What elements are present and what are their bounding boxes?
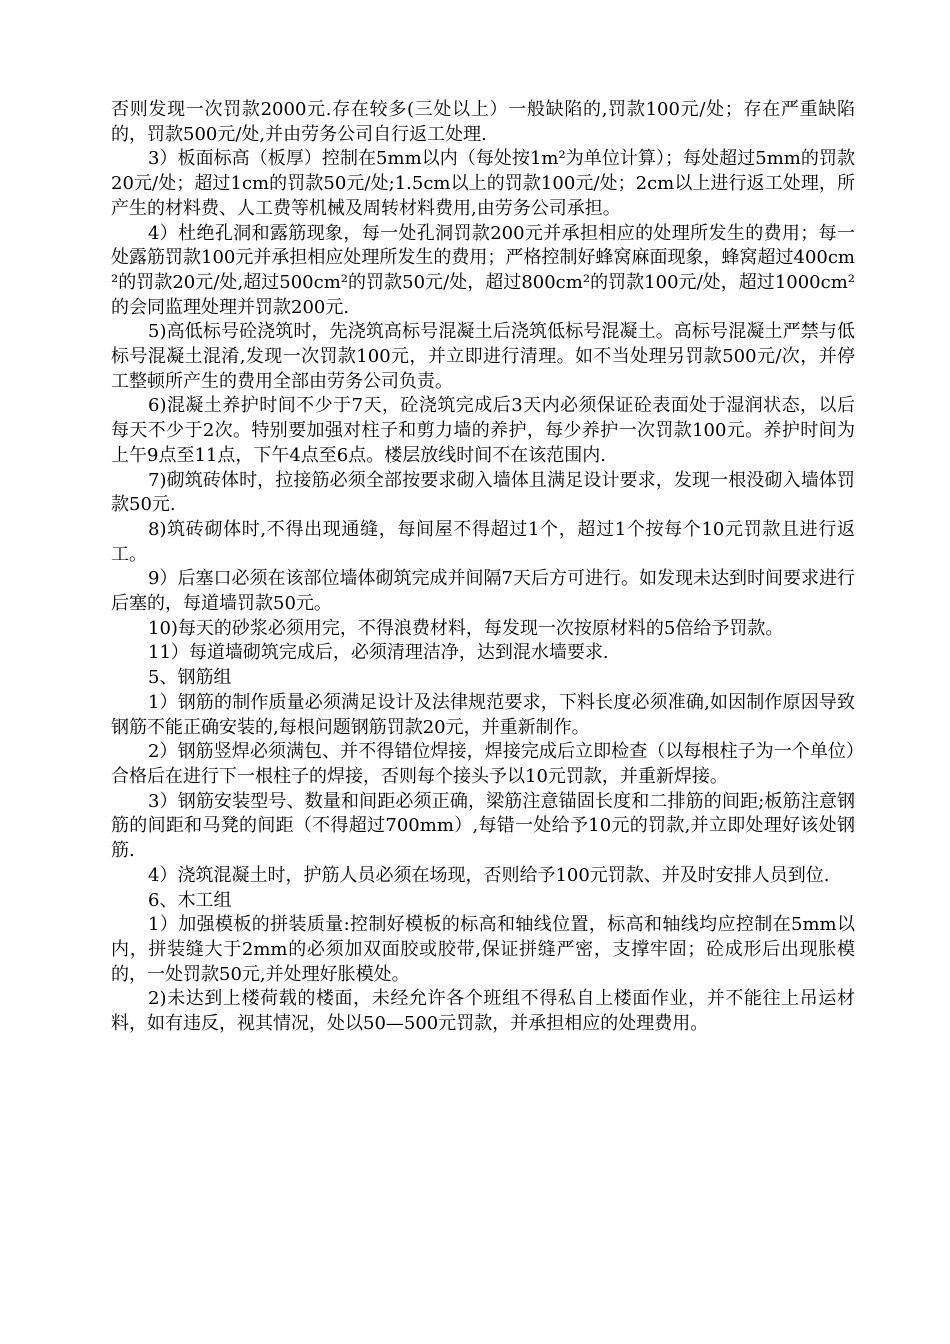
paragraph-rebar-item-4: 4）浇筑混凝土时，护筋人员必须在场现，否则给予100元罚款、并及时安排人员到位. xyxy=(148,864,830,886)
paragraph-item-6-concrete-curing: 6)混凝土养护时间不少于7天，砼浇筑完成后3天内必须保证砼表面处于湿润状态，以后每天不少于2次。特别要加强对柱子和剪力墙的养护，每少养护一次罚款100元。养护时间为上午9点至11点，下午4点至6点。楼层放线时间不在该范围内. xyxy=(111,395,855,466)
paragraph-carpentry-item-1: 1）加强模板的拼装质量:控制好模板的标高和轴线位置，标高和轴线均应控制在5mm以内，拼装缝大于2mm的必须加双面胶或胶带,保证拼缝严密，支撑牢固；砼成形后出现胀模的，一处罚款50元,并处理好胀模处。 xyxy=(111,914,855,985)
paragraph-item-7-tie-bars: 7)砌筑砖体时，拉接筋必须全部按要求砌入墙体且满足设计要求，发现一根没砌入墙体罚款50元. xyxy=(111,469,855,516)
paragraph-rebar-item-2: 2）钢筋竖焊必须满包、并不得错位焊接，焊接完成后立即检查（以每根柱子为一个单位）合格后在进行下一根柱子的焊接，否则每个接头予以10元罚款，并重新焊接。 xyxy=(111,741,855,787)
paragraph-item-8-masonry-joints: 8)筑砖砌体时,不得出现通缝，每间屋不得超过1个，超过1个按每个10元罚款且进行返工。 xyxy=(111,518,855,565)
section-heading-rebar-group: 5、钢筋组 xyxy=(148,667,232,689)
paragraph-item-5-concrete-grades: 5)高低标号砼浇筑时，先浇筑高标号混凝土后浇筑低标号混凝土。高标号混凝土严禁与低标号混凝土混淆,发现一次罚款100元，并立即进行清理。如不当处理另罚款500元/次，并停工整顿所产生的费用全部由劳务公司负责。 xyxy=(111,321,855,392)
paragraph-rebar-item-1: 1）钢筋的制作质量必须满足设计及法律规范要求，下料长度必须准确,如因制作原因导致钢筋不能正确安装的,每根问题钢筋罚款20元，并重新制作。 xyxy=(111,691,855,738)
paragraph-item-4-holes-exposed-rebar: 4）杜绝孔洞和露筋现象，每一处孔洞罚款200元并承担相应的处理所发生的费用；每一处露筋罚款100元并承担相应处理所发生的费用；严格控制好蜂窝麻面现象，蜂窝超过400cm²的罚款20元/处,超过500cm²的罚款50元/处，超过800cm²的罚款100元/处，超过1000cm²的会同监理处理并罚款200元. xyxy=(111,222,855,318)
paragraph-carpentry-item-2: 2)未达到上楼荷载的楼面，未经允许各个班组不得私自上楼面作业，并不能往上吊运材料，如有违反，视其情况，处以50—500元罚款，并承担相应的处理费用。 xyxy=(111,988,855,1035)
paragraph-item-9-back-plug: 9）后塞口必须在该部位墙体砌筑完成并间隔7天后方可进行。如发现未达到时间要求进行后塞的，每道墙罚款50元。 xyxy=(111,568,855,615)
section-heading-carpentry-group: 6、木工组 xyxy=(148,889,232,911)
paragraph-rebar-item-3: 3）钢筋安装型号、数量和间距必须正确，梁筋注意锚固长度和二排筋的间距;板筋注意钢筋的间距和马凳的间距（不得超过700mm）,每错一处给予10元的罚款,并立即处理好该处钢筋. xyxy=(111,790,855,862)
paragraph-continuation: 否则发现一次罚款2000元.存在较多(三处以上）一般缺陷的,罚款100元/处；存在严重缺陷的，罚款500元/处,并由劳务公司自行返工处理. xyxy=(111,99,855,145)
document-body xyxy=(111,98,855,1037)
paragraph-item-10-mortar: 10)每天的砂浆必须用完，不得浪费材料，每发现一次按原材料的5倍给予罚款。 xyxy=(148,617,784,639)
paragraph-item-3-floor-elevation: 3）板面标高（板厚）控制在5mm以内（每处按1m²为单位计算）；每处超过5mm的罚款20元/处；超过1cm的罚款50元/处;1.5cm以上的罚款100元/处；2cm以上进行返工处理，所产生的材料费、人工费等机械及周转材料费用,由劳务公司承担。 xyxy=(111,148,855,219)
paragraph-item-11-wall-cleaning: 11）每道墙砌筑完成后，必须清理洁净，达到混水墙要求. xyxy=(148,642,609,664)
